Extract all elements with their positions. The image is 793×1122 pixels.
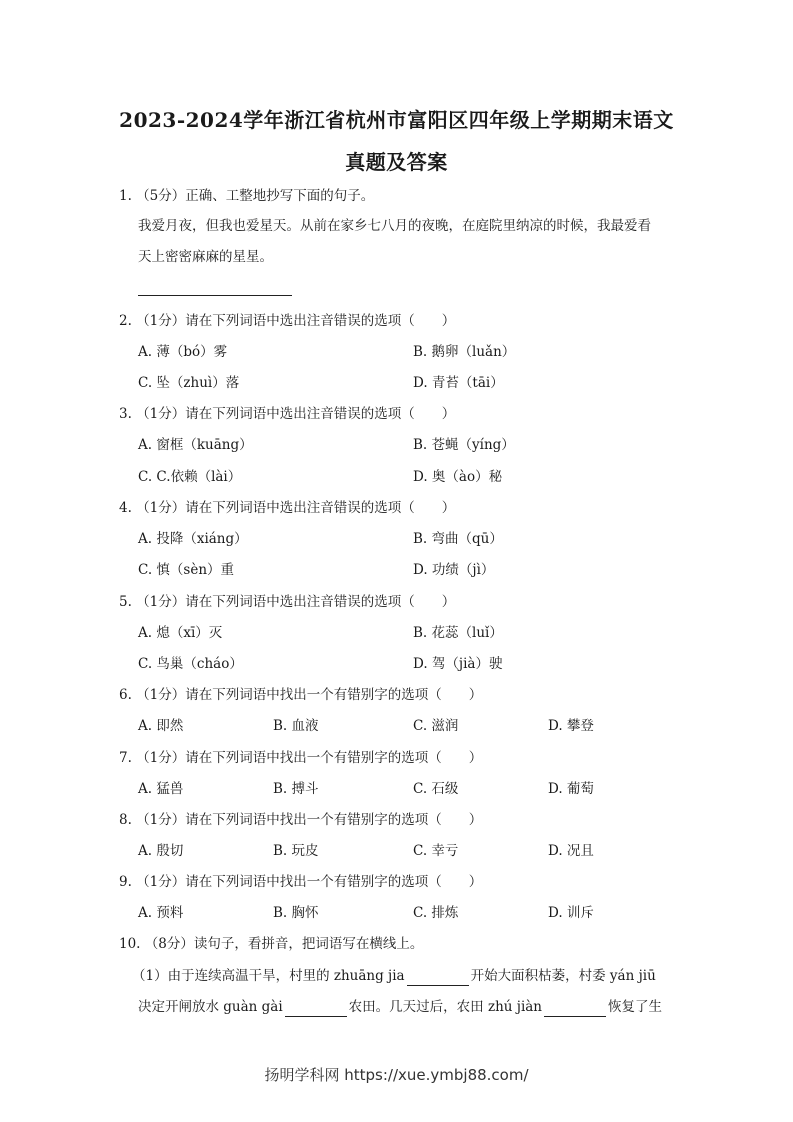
q10-l2-text-c: 恢复了生 xyxy=(608,999,663,1015)
q8-option-d[interactable]: D. 况且 xyxy=(548,843,594,859)
q7-stem: 7. （1分）请在下列词语中找出一个有错别字的选项（ ） xyxy=(119,750,483,766)
q5-stem: 5. （1分）请在下列词语中选出注音错误的选项（ ） xyxy=(119,594,456,610)
q3-stem: 3. （1分）请在下列词语中选出注音错误的选项（ ） xyxy=(119,406,456,422)
q2-stem: 2. （1分）请在下列词语中选出注音错误的选项（ ） xyxy=(119,313,456,329)
q6-option-b[interactable]: B. 血液 xyxy=(273,718,319,734)
q1-text-line2: 天上密密麻麻的星星。 xyxy=(138,249,273,265)
q10-l1-text-a: （1）由于连续高温干旱，村里的 zhuāng jia xyxy=(132,968,405,984)
q3-option-d[interactable]: D. 奥（ào）秘 xyxy=(413,469,503,485)
q1-answer-line[interactable] xyxy=(138,295,292,296)
q4-option-c[interactable]: C. 慎（sèn）重 xyxy=(138,562,235,578)
q10-sentence-line1 xyxy=(132,966,656,986)
q2-option-a[interactable]: A. 薄（bó）雾 xyxy=(138,344,228,360)
q8-option-c[interactable]: C. 幸亏 xyxy=(413,843,459,859)
q6-option-a[interactable]: A. 即然 xyxy=(138,718,184,734)
q1-text-line1: 我爱月夜，但我也爱星天。从前在家乡七八月的夜晚，在庭院里纳凉的时候，我最爱看 xyxy=(138,218,651,234)
q6-option-d[interactable]: D. 攀登 xyxy=(548,718,594,734)
q4-option-a[interactable]: A. 投降（xiáng） xyxy=(138,531,248,547)
doc-title-line1: 2023-2024学年浙江省杭州市富阳区四年级上学期期末语文 xyxy=(119,108,674,132)
footer-watermark: 扬明学科网 https://xue.ymbj88.com/ xyxy=(264,1066,529,1084)
q3-option-b[interactable]: B. 苍蝇（yíng） xyxy=(413,437,515,453)
q10-l1-text-b: 开始大面积枯萎，村委 yán jiū xyxy=(470,968,656,984)
q9-option-c[interactable]: C. 排炼 xyxy=(413,905,459,921)
q10-l2-text-b: 农田。几天过后，农田 zhú jiàn xyxy=(348,999,543,1015)
q10-blank-zhujian[interactable] xyxy=(544,1002,606,1017)
q6-stem: 6. （1分）请在下列词语中找出一个有错别字的选项（ ） xyxy=(119,687,483,703)
q10-blank-guangai[interactable] xyxy=(285,1002,347,1017)
q9-option-d[interactable]: D. 训斥 xyxy=(548,905,594,921)
q5-option-d[interactable]: D. 驾（jià）驶 xyxy=(413,656,503,672)
q4-option-d[interactable]: D. 功绩（jì） xyxy=(413,562,495,578)
q8-option-a[interactable]: A. 殷切 xyxy=(138,843,184,859)
q7-option-b[interactable]: B. 搏斗 xyxy=(273,781,319,797)
q10-l2-text-a: 决定开闸放水 guàn gài xyxy=(138,999,283,1015)
q5-option-b[interactable]: B. 花蕊（luǐ） xyxy=(413,625,503,641)
q2-option-c[interactable]: C. 坠（zhuì）落 xyxy=(138,375,240,391)
doc-title-line2: 真题及答案 xyxy=(345,150,448,174)
q3-option-a[interactable]: A. 窗框（kuāng） xyxy=(138,437,253,453)
q8-stem: 8. （1分）请在下列词语中找出一个有错别字的选项（ ） xyxy=(119,812,483,828)
q4-stem: 4. （1分）请在下列词语中选出注音错误的选项（ ） xyxy=(119,500,456,516)
q7-option-c[interactable]: C. 石级 xyxy=(413,781,459,797)
q9-option-b[interactable]: B. 胸怀 xyxy=(273,905,319,921)
q8-option-b[interactable]: B. 玩皮 xyxy=(273,843,319,859)
q1-stem: 1. （5分）正确、工整地抄写下面的句子。 xyxy=(119,188,375,204)
q4-option-b[interactable]: B. 弯曲（qū） xyxy=(413,531,503,547)
q10-blank-zhuangjia[interactable] xyxy=(407,971,469,986)
q5-option-c[interactable]: C. 鸟巢（cháo） xyxy=(138,656,243,672)
q9-stem: 9. （1分）请在下列词语中找出一个有错别字的选项（ ） xyxy=(119,874,483,890)
q7-option-d[interactable]: D. 葡萄 xyxy=(548,781,594,797)
q10-stem: 10. （8分）读句子，看拼音，把词语写在横线上。 xyxy=(119,936,424,952)
q3-option-c[interactable]: C. C.依赖（lài） xyxy=(138,469,242,485)
q7-option-a[interactable]: A. 猛兽 xyxy=(138,781,184,797)
q9-option-a[interactable]: A. 预料 xyxy=(138,905,184,921)
q6-option-c[interactable]: C. 滋润 xyxy=(413,718,459,734)
q5-option-a[interactable]: A. 熄（xī）灭 xyxy=(138,625,223,641)
q2-option-d[interactable]: D. 青苔（tāi） xyxy=(413,375,504,391)
q10-sentence-line2 xyxy=(138,997,662,1017)
q2-option-b[interactable]: B. 鹅卵（luǎn） xyxy=(413,344,516,360)
